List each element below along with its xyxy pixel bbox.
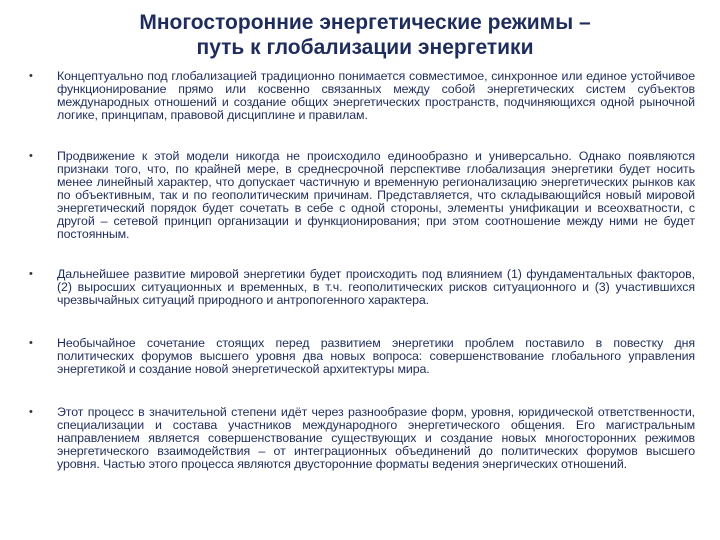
paragraph-text: Концептуально под глобализацией традиционно понимается совместимое, синхронное или единое устойчивое функционирование прямо или косвенно связанных между собой энергетических систем субъектов международных отношений и создание общих энергетических пространств, подчиняющихся одной рыночной логике, принципам, правовой дисциплине и правилам. bbox=[57, 69, 695, 122]
paragraph-text: Этот процесс в значительной степени идёт через разнообразие форм, уровня, юридической ответственности, специализации и состава участников международного энергетического общения. Его магистральным направлением является совершенствование существующих и создание новых многосторонних режимов энергетического взаимодействия – от интеграционных объединений до политических форумов высшего уровня. Частью этого процесса являются двусторонние форматы ведения энергических отношений. bbox=[57, 405, 695, 471]
bullet-icon: • bbox=[29, 150, 33, 162]
bullet-icon: • bbox=[29, 70, 33, 82]
paragraph-text: Продвижение к этой модели никогда не происходило единообразно и универсально. Однако появляются признаки того, что, по крайней мере, в среднесрочной перспективе глобализация энергетики будет носить менее линейный характер, что допускает частичную и временную регионализацию энергетических рынков как по объективным, так и по геополитическим причинам. Представляется, что складывающийся новый мировой энергетический порядок будет сочетать в себе с одной стороны, элементы унификации и всеохватности, с другой – сетевой принцип организации и функционирования; при этом соотношение между ними не будет постоянным. bbox=[57, 149, 695, 241]
bullet-icon: • bbox=[29, 406, 33, 418]
title-line-1: Многосторонние энергетические режимы – bbox=[139, 11, 591, 34]
bullet-icon: • bbox=[29, 337, 33, 349]
paragraph-text: Дальнейшее развитие мировой энергетики будет происходить под влиянием (1) фундаментальных факторов, (2) выросших ситуационных и временных, в т.ч. геополитических рисков ситуационного и (3) участившихся чрезвычайных ситуаций природного и антропогенного характера. bbox=[57, 267, 695, 307]
bullet-icon: • bbox=[29, 268, 33, 280]
paragraph-text: Необычайное сочетание стоящих перед развитием энергетики проблем поставило в повестку дня политических форумов высшего уровня два новых вопроса: совершенствование глобального управления энергетикой и создание новой энергетической архитектуры мира. bbox=[57, 336, 695, 376]
title-line-2: путь к глобализации энергетики bbox=[196, 36, 534, 59]
